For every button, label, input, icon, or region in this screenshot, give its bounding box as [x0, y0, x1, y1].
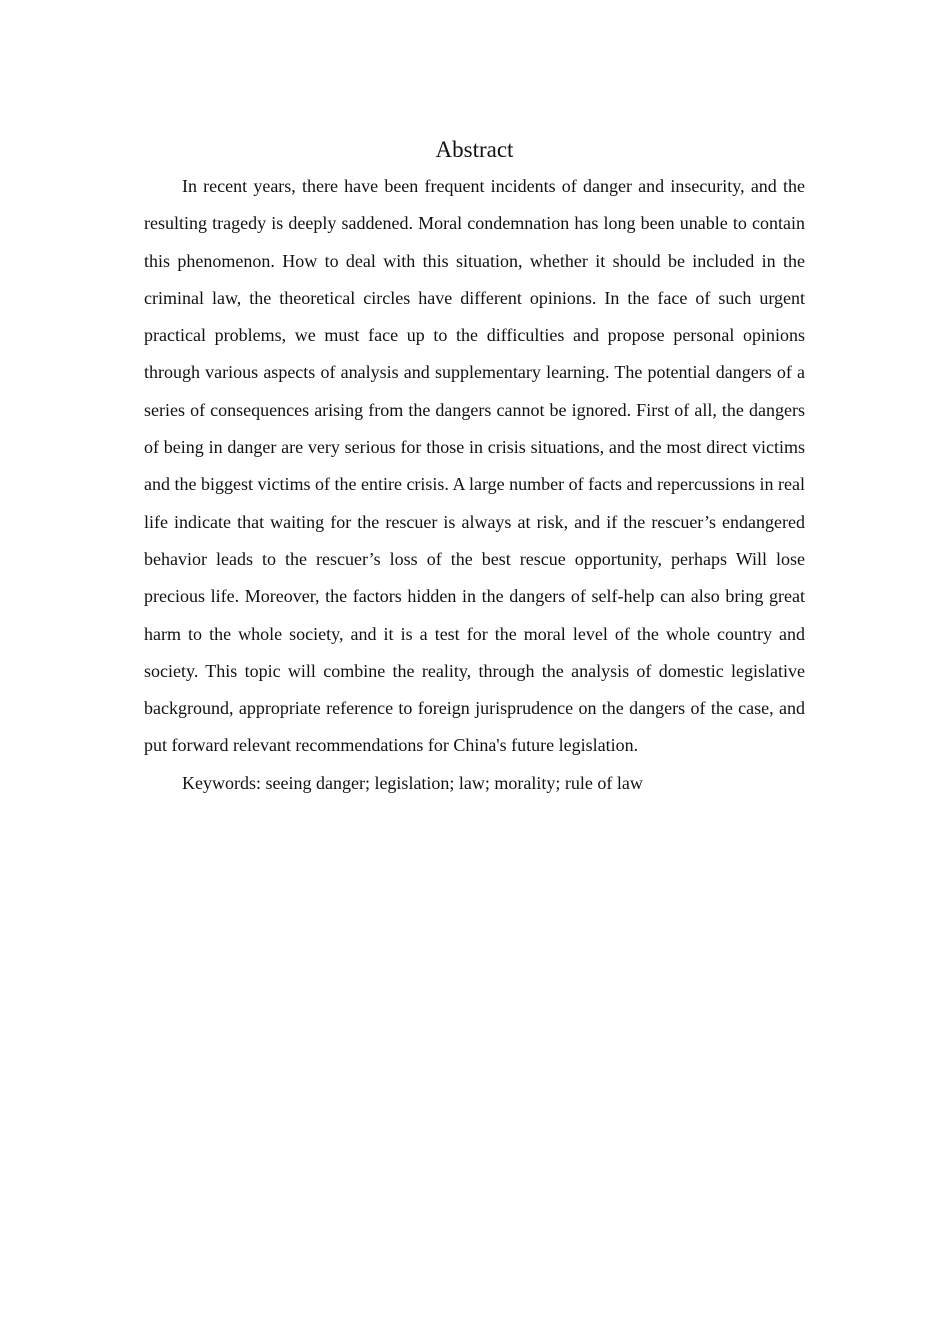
abstract-body: In recent years, there have been frequent incidents of danger and insecurity, and the resulting tragedy is deeply saddened. Moral condemnation has long been unable to contain this phenomenon. How to deal with this situation, whether it should be included in the criminal law, the theoretical circles have different opinions. In the face of such urgent practical problems, we must face up to the difficulties and propose personal opinions through various aspects of analysis and supplementary learning. The potential dangers of a series of consequences arising from the dangers cannot be ignored. First of all, the dangers of being in danger are very serious for those in crisis situations, and the most direct victims and the biggest victims of the entire crisis. A large number of facts and repercussions in real life indicate that waiting for the rescuer is always at risk, and if the rescuer’s endangered behavior leads to the rescuer’s loss of the best rescue opportunity, perhaps Will lose precious life. Moreover, the factors hidden in the dangers of self-help can also bring great harm to the whole society, and it is a test for the moral level of the whole country and society. This topic will combine the reality, through the analysis of domestic legislative background, appropriate reference to foreign jurisprudence on the dangers of the case, and put forward relevant recommendations for China's future legislation.: [144, 176, 805, 756]
keywords-line: Keywords: seeing danger; legislation; law; morality; rule of law: [182, 772, 643, 793]
abstract-section: [144, 133, 805, 802]
abstract-title: Abstract: [435, 137, 514, 162]
